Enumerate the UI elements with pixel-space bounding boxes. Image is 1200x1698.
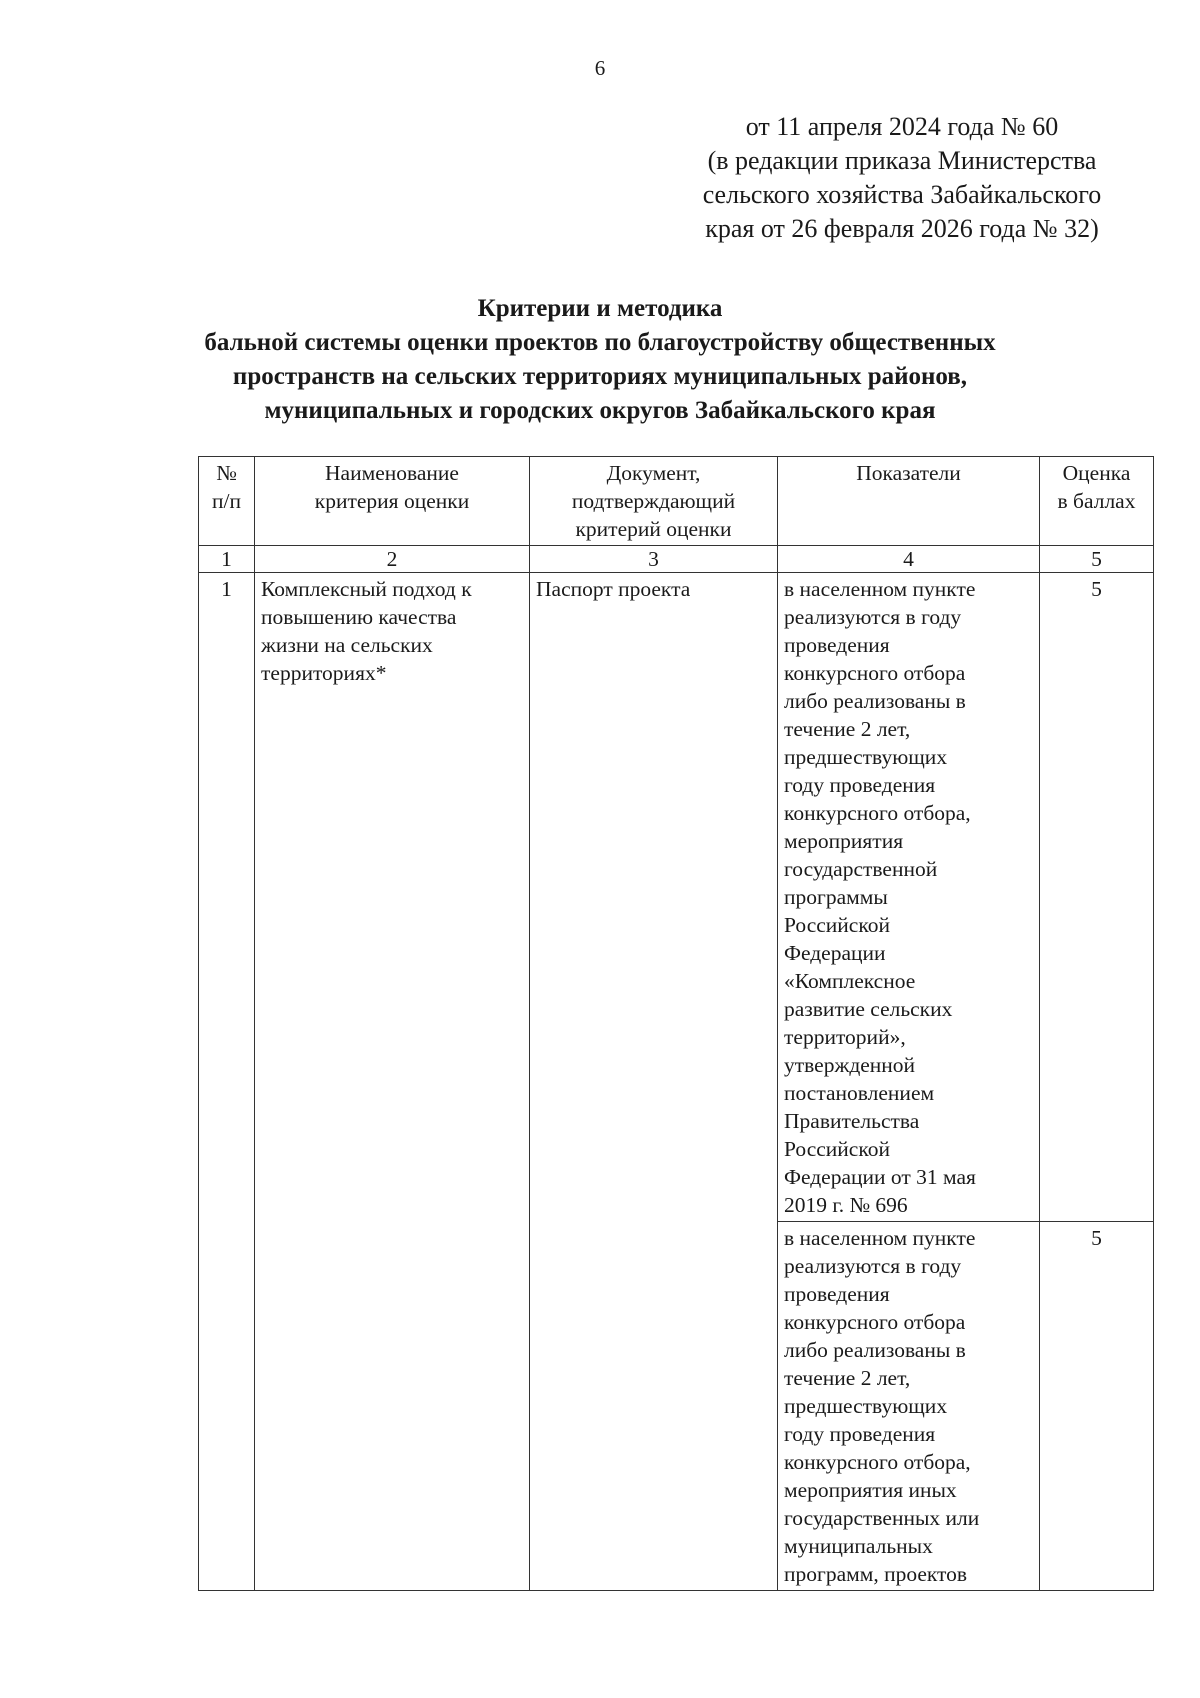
- title-line: муниципальных и городских округов Забайкальского края: [264, 397, 936, 424]
- order-reference: [672, 110, 1132, 246]
- page-number: 6: [594, 56, 606, 80]
- order-reference-line: сельского хозяйства Забайкальского: [702, 180, 1102, 209]
- document-cell: Паспорт проекта: [530, 573, 778, 1591]
- header-cell-document: Документ, подтверждающий критерий оценки: [530, 457, 778, 546]
- table-row: [199, 573, 1154, 1222]
- header-cell-score: Оценка в баллах: [1040, 457, 1154, 546]
- score-cell: 5: [1040, 1222, 1154, 1591]
- header-cell-number: № п/п: [199, 457, 255, 546]
- order-reference-line: от 11 апреля 2024 года № 60: [745, 112, 1059, 141]
- header-cell-criterion: Наименование критерия оценки: [255, 457, 530, 546]
- row-number-cell: 1: [199, 573, 255, 1591]
- order-reference-line: (в редакции приказа Министерства: [707, 146, 1097, 175]
- score-cell: 5: [1040, 573, 1154, 1222]
- title-line: Критерии и методика: [477, 295, 723, 322]
- title-line: бальной системы оценки проектов по благоустройству общественных: [204, 329, 996, 356]
- column-number-cell: 2: [255, 546, 530, 573]
- column-number-cell: 5: [1040, 546, 1154, 573]
- title-line: пространств на сельских территориях муниципальных районов,: [232, 363, 968, 390]
- criterion-cell: Комплексный подход к повышению качества жизни на сельских территориях*: [255, 573, 530, 1591]
- order-reference-line: края от 26 февраля 2026 года № 32): [705, 214, 1099, 243]
- indicator-cell: в населенном пункте реализуются в году проведения конкурсного отбора либо реализованы в течение 2 лет, предшествующих году проведения конкурсного отбора, мероприятия иных государственных или муниципальных программ, проектов: [778, 1222, 1040, 1591]
- table-header-row: [199, 457, 1154, 546]
- indicator-cell: в населенном пункте реализуются в году проведения конкурсного отбора либо реализованы в течение 2 лет, предшествующих году проведения конкурсного отбора, мероприятия государственной программы Российской Федерации «Комплексное развитие сельских территорий», утвержденной постановлением Правительства Российской Федерации от 31 мая 2019 г. № 696: [778, 573, 1040, 1222]
- header-cell-indicators: Показатели: [778, 457, 1040, 546]
- column-number-cell: 1: [199, 546, 255, 573]
- column-number-row: [199, 546, 1154, 573]
- criteria-table: [198, 456, 1154, 1591]
- document-title: [0, 292, 1200, 428]
- column-number-cell: 3: [530, 546, 778, 573]
- column-number-cell: 4: [778, 546, 1040, 573]
